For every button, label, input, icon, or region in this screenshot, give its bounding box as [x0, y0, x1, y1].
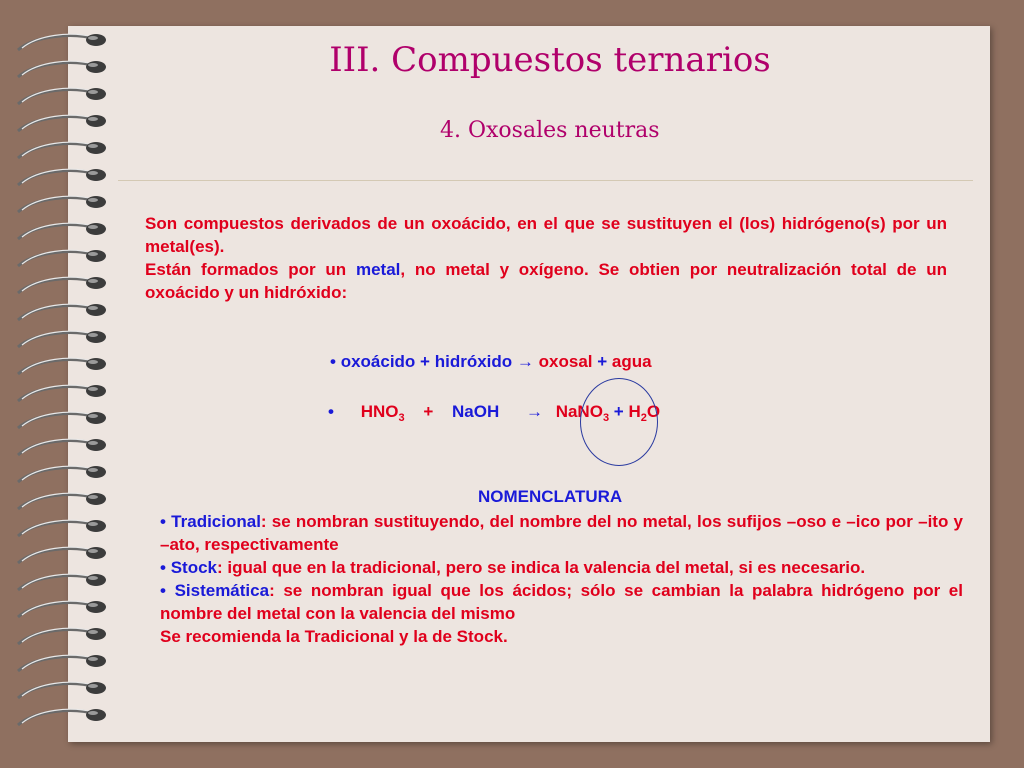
spiral-ring — [18, 547, 106, 563]
spiral-ring — [18, 88, 106, 104]
formula-nano3: NaNO$_3$ — [555, 402, 610, 424]
text-tradicional: : se nombran sustituyendo, del nombre del no metal, los sufijos –oso e –ico por –ito y –ato, respectivamente — [160, 512, 963, 554]
spiral-ring — [18, 34, 106, 50]
spiral-ring — [18, 709, 106, 725]
spiral-ring — [18, 682, 106, 698]
plus-sign: + — [423, 402, 434, 421]
spiral-ring — [18, 304, 106, 320]
spiral-ring — [18, 115, 106, 131]
spiral-ring — [18, 655, 106, 671]
spiral-ring — [18, 601, 106, 617]
nomenclatura-heading: NOMENCLATURA — [478, 487, 623, 506]
spiral-ring — [18, 493, 106, 509]
spiral-ring — [18, 196, 106, 212]
nomenclatura-list — [160, 510, 963, 648]
spiral-ring — [18, 223, 106, 239]
highlight-circle — [580, 378, 661, 466]
bullet: • — [160, 512, 166, 531]
plus-sign: + — [613, 402, 624, 421]
arrow-icon: → — [525, 402, 543, 421]
intro-line-2-pre: Están formados por un — [145, 260, 356, 279]
text-sistematica: : se nombran igual que los ácidos; sólo se cambian la palabra hidrógeno por el nombre del metal con la valencia del mismo — [160, 581, 963, 623]
reactant-hidroxido: hidróxido — [434, 352, 513, 371]
plus-sign: + — [420, 352, 430, 371]
spiral-ring — [18, 628, 106, 644]
spiral-ring — [18, 385, 106, 401]
text-stock: : igual que en la tradicional, pero se indica la valencia del metal, si es necesario. — [216, 558, 866, 577]
word-equation — [330, 350, 652, 373]
label-stock: Stock — [170, 558, 217, 577]
spiral-ring — [18, 412, 106, 428]
page-subtitle: 4. Oxosales neutras — [440, 118, 660, 143]
bullet: • — [160, 581, 166, 600]
recommendation-text: Se recomienda la Tradicional y la de Stock. — [160, 627, 508, 646]
product-oxosal: oxosal — [538, 352, 593, 371]
bullet: • — [328, 402, 334, 421]
reactant-oxoacido: oxoácido — [340, 352, 416, 371]
spiral-binding — [0, 0, 130, 768]
spiral-ring — [18, 142, 106, 158]
product-agua: agua — [611, 352, 652, 371]
intro-paragraph — [145, 212, 947, 304]
spiral-ring — [18, 277, 106, 293]
nomenclatura-item-stock — [160, 556, 963, 579]
spiral-ring — [18, 439, 106, 455]
spiral-ring — [18, 169, 106, 185]
intro-line-1: Son compuestos derivados de un oxoácido, en el que se sustituyen el (los) hidrógeno(s) por un metal(es). — [145, 214, 947, 256]
spiral-ring — [18, 520, 106, 536]
bullet: • — [160, 558, 166, 577]
nomenclatura-item-tradicional — [160, 510, 963, 556]
spiral-ring — [18, 574, 106, 590]
formula-naoh: NaOH — [452, 402, 500, 421]
plus-sign: + — [597, 352, 608, 371]
label-tradicional: Tradicional — [171, 512, 261, 531]
formula-hno3: $HNO_3$ — [360, 402, 405, 424]
formula-h2o: $H_2O$ — [628, 402, 661, 424]
label-sistematica: Sistemática — [174, 581, 270, 600]
spiral-ring — [18, 61, 106, 77]
bullet: • — [330, 352, 336, 371]
spiral-ring — [18, 358, 106, 374]
intro-metal-word: metal — [355, 260, 401, 279]
arrow-icon: → — [516, 352, 534, 371]
spiral-ring — [18, 331, 106, 347]
intro-line-2-post: , no metal y oxígeno. Se obtien por neutralización total de un oxoácido y un hidróxido: — [145, 260, 948, 302]
spiral-ring — [18, 250, 106, 266]
spiral-ring — [18, 466, 106, 482]
page-title: III. Compuestos ternarios — [329, 40, 771, 80]
divider — [118, 180, 973, 181]
nomenclatura-item-sistematica — [160, 579, 963, 625]
